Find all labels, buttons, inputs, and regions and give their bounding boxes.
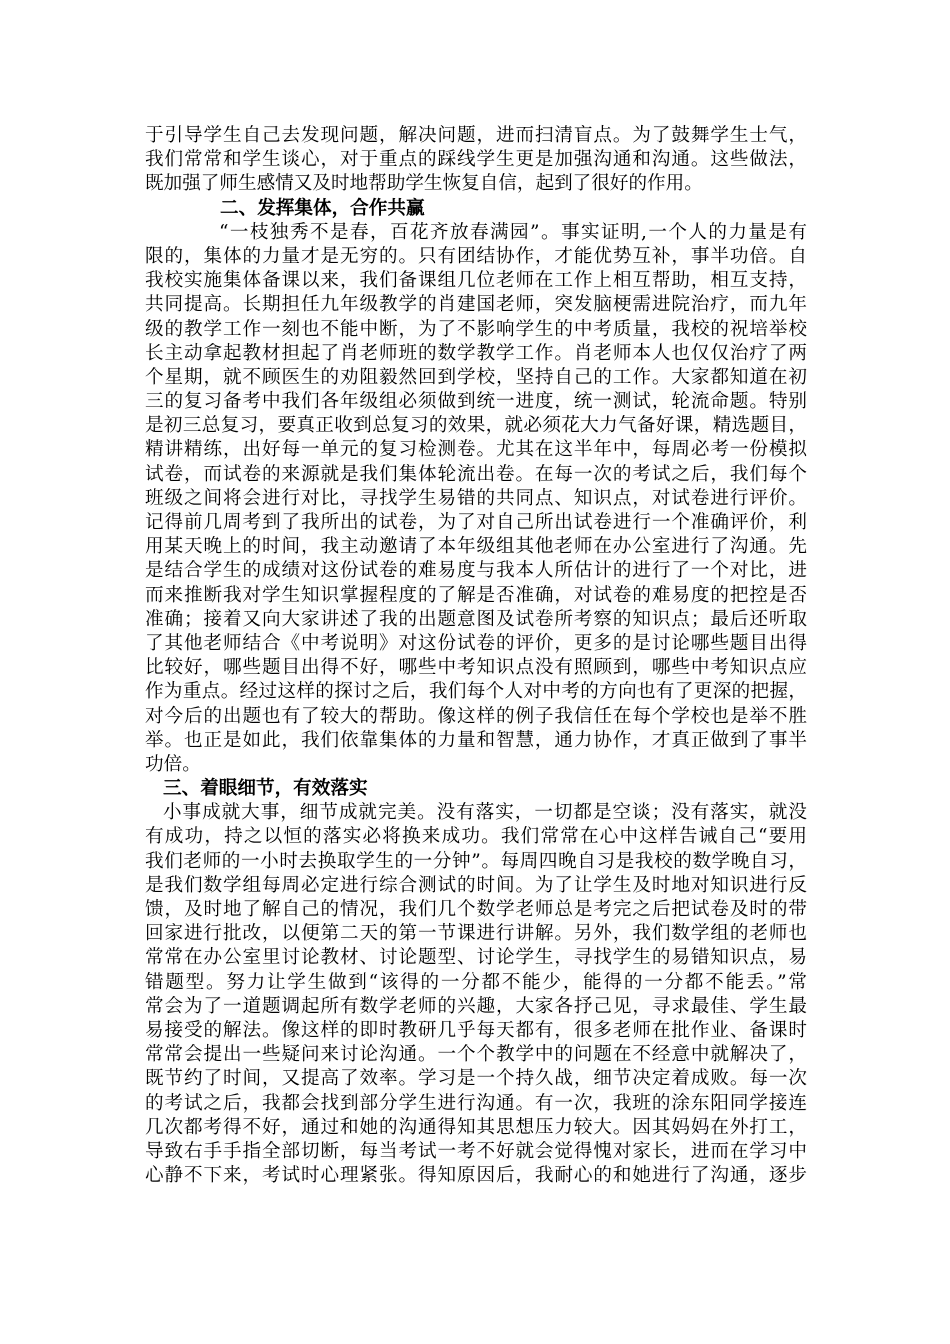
document-page [145,124,807,1188]
text-line: 几次都考得不好，通过和她的沟通得知其思想压力较大。因其妈妈在外打工， [145,1116,807,1138]
text-line: 心静不下来，考试时心理紧张。得知原因后，我耐心的和她进行了沟通，逐步 [145,1165,807,1187]
text-line: 我校实施集体备课以来，我们备课组几位老师在工作上相互帮助，相互支持， [145,270,807,292]
text-line: 小事成就大事，细节成就完美。没有落实，一切都是空谈；没有落实，就没 [163,802,807,824]
text-line: 长主动拿起教材担起了肖老师班的数学教学工作。肖老师本人也仅仅治疗了两 [145,342,807,364]
text-line: 既节约了时间，又提高了效率。学习是一个持久战，细节决定着成败。每一次 [145,1068,807,1090]
text-line: 易接受的解法。像这样的即时教研几乎每天都有，很多老师在批作业、备课时 [145,1019,807,1041]
text-line: 的考试之后，我都会找到部分学生进行沟通。有一次，我班的涂东阳同学接连 [145,1092,807,1114]
text-line: 常常会提出一些疑问来讨论沟通。一个个教学中的问题在不经意中就解决了， [145,1044,807,1066]
text-line: 我们老师的一小时去换取学生的一分钟”。每周四晚自习是我校的数学晚自习， [145,850,807,872]
text-line: 是初三总复习，要真正收到总复习的效果，就必须花大力气备好课，精选题目， [145,415,807,437]
text-line: 级的教学工作一刻也不能中断，为了不影响学生的中考质量，我校的祝培举校 [145,318,807,340]
text-line: 是我们数学组每周必定进行综合测试的时间。为了让学生及时地对知识进行反 [145,874,807,896]
section-heading-3: 三、着眼细节，有效落实 [163,778,368,800]
text-line: 导致右手手指全部切断，每当考试一考不好就会觉得愧对家长，进而在学习中 [145,1140,807,1162]
text-line: 我们常常和学生谈心，对于重点的踩线学生更是加强沟通和沟通。这些做法， [145,149,807,171]
section-heading-2: 二、发挥集体，合作共赢 [220,197,425,219]
text-line: 错题型。努力让学生做到“该得的一分都不能少，能得的一分都不能丢。”常 [145,971,807,993]
text-line: 共同提高。长期担任九年级教学的肖建国老师，突发脑梗需进院治疗，而九年 [145,294,807,316]
text-line: 准确；接着又向大家讲述了我的出题意图及试卷所考察的知识点；最后还听取 [145,608,807,630]
text-line: 常常在办公室里讨论教材、讨论题型、讨论学生，寻找学生的易错知识点，易 [145,947,807,969]
text-line: 于引导学生自己去发现问题，解决问题，进而扫清盲点。为了鼓舞学生士气， [145,125,807,146]
text-line: 馈，及时地了解自己的情况，我们几个数学老师总是考完之后把试卷及时的带 [145,899,807,920]
text-line: “一枝独秀不是春，百花齐放春满园”。事实证明,一个人的力量是有 [219,221,807,243]
text-line: 功倍。 [145,753,201,775]
text-line: 常会为了一道题调起所有数学老师的兴趣，大家各抒己见，寻求最佳、学生最 [145,995,807,1017]
text-line: 记得前几周考到了我所出的试卷，为了对自己所出试卷进行一个准确评价，利 [145,512,807,533]
text-line: 回家进行批改，以便第二天的第一节课进行讲解。另外，我们数学组的老师也 [145,923,807,945]
text-line: 比较好，哪些题目出得不好，哪些中考知识点没有照顾到，哪些中考知识点应 [145,657,807,679]
text-line: 是结合学生的成绩对这份试卷的难易度与我本人所估计的进行了一个对比，进 [145,560,807,582]
text-line: 了其他老师结合《中考说明》对这份试卷的评价，更多的是讨论哪些题目出得 [145,632,807,654]
text-line: 作为重点。经过这样的探讨之后，我们每个人对中考的方向也有了更深的把握， [145,681,807,703]
text-line: 班级之间将会进行对比，寻找学生易错的共同点、知识点，对试卷进行评价。 [145,487,807,509]
text-line: 有成功，持之以恒的落实必将换来成功。我们常常在心中这样告诫自己“要用 [145,826,807,848]
text-line: 限的，集体的力量才是无穷的。只有团结协作，才能优势互补，事半功倍。自 [145,245,807,267]
text-line: 既加强了师生感情又及时地帮助学生恢复自信，起到了很好的作用。 [145,173,703,195]
text-line: 个星期，就不顾医生的劝阻毅然回到学校，坚持自己的工作。大家都知道在初 [145,366,807,388]
text-line: 而来推断我对学生知识掌握程度的了解是否准确，对试卷的难易度的把控是否 [145,584,807,606]
text-line: 三的复习备考中我们各年级组必须做到统一进度，统一测试，轮流命题。特别 [145,391,807,413]
text-line: 试卷，而试卷的来源就是我们集体轮流出卷。在每一次的考试之后，我们每个 [145,463,807,485]
text-line: 精讲精练，出好每一单元的复习检测卷。尤其在这半年中，每周必考一份模拟 [145,439,807,461]
text-line: 举。也正是如此，我们依靠集体的力量和智慧，通力协作，才真正做到了事半 [145,729,807,751]
text-line: 对今后的出题也有了较大的帮助。像这样的例子我信任在每个学校也是举不胜 [145,705,807,727]
text-line: 用某天晚上的时间，我主动邀请了本年级组其他老师在办公室进行了沟通。先 [145,536,807,558]
